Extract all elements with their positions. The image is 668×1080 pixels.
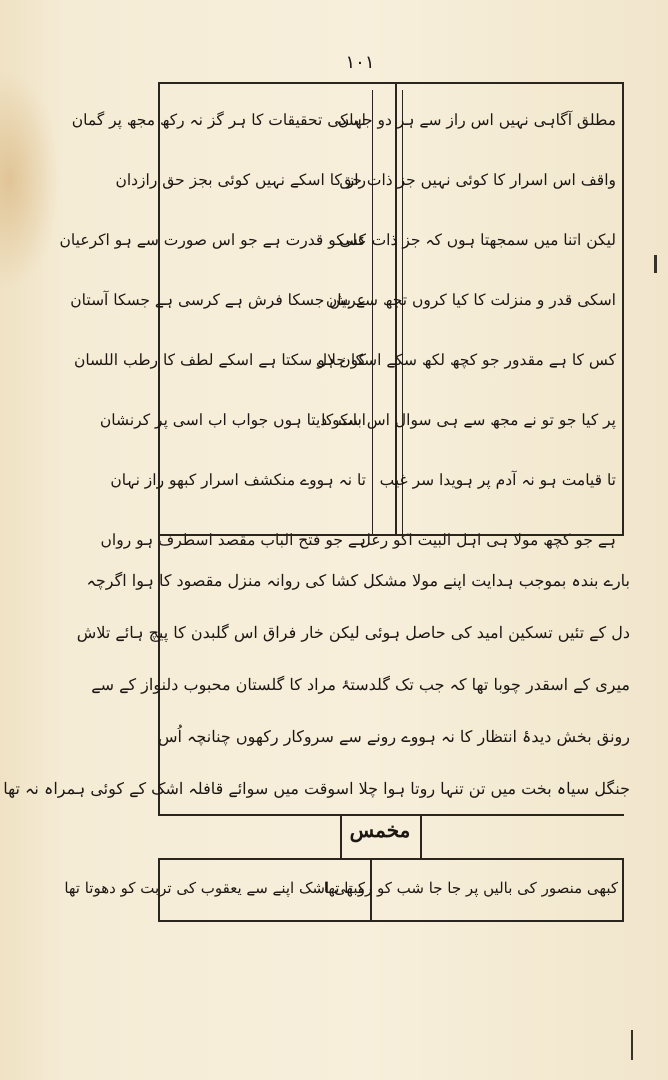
prose-paragraph	[3, 555, 630, 815]
verse-line: اسکی تحقیقات کا ہر گز نہ رکھ مجھ پر گمان	[71, 111, 366, 129]
verse-column-left	[59, 90, 370, 570]
mukhammas-verse-right: کبھی منصور کی بالیں پر جا جا شب کو رو تا تھا	[323, 879, 618, 897]
verse-line: کس کا ہے مقدور جو کچھ لکھ سکے اسکا جلال	[315, 351, 616, 369]
section-rule	[158, 534, 624, 536]
verse-line: واقف اس اسرار کا کوئی نہیں جز ذات حق	[339, 171, 616, 189]
verse-line: اسکو دیتا ہوں جواب اب اسی پر کرنشان	[99, 411, 366, 429]
page-number: ١٠١	[345, 52, 375, 73]
edge-mark	[654, 255, 657, 273]
verse-line: تا نہ ہووے منکشف اسرار کبھو راز نہان	[110, 471, 366, 489]
prose-line: میری کے اسقدر چوبا تھا کہ جب تک گلدستۂ مراد کا گلستان محبوب دلنواز کے سے	[91, 675, 630, 694]
edge-mark	[631, 1030, 633, 1060]
verse-line: راز کا اسکے نہیں کوئی بجز حق رازدان	[115, 171, 366, 189]
verse-line: ہے جو فتح الباب مقصد اسطرف ہو رواں	[100, 531, 366, 549]
heading-rule-top	[158, 814, 624, 816]
section-heading: مخمس	[349, 818, 411, 842]
verse-line: کون ہو سکتا ہے اسکے لطف کا رطب اللسان	[73, 351, 366, 369]
verse-column-right	[315, 90, 620, 570]
prose-line: بارے بندہ بموجب ہدایت اپنے مولا مشکل کشا کی روانہ منزل مقصود کا ہوا اگرچہ	[86, 571, 630, 590]
prose-line: رونق بخش دیدۂ انتظار کا نہ ہووے رونے سے سروکار رکھوں چنانچہ اُس	[157, 727, 630, 746]
prose-line: جنگل سیاہ بخت میں تن تنہا روتا ہوا چلا اسوقت میں سوائے قافلہ اشک کے کوئی ہمراہ نہ تھا	[3, 779, 630, 798]
paper-stain	[0, 70, 60, 290]
verse-line: ہے جو کچھ مولا ہی اہل البیت اکو رعل	[359, 531, 616, 549]
mukhammas-verse-left: کبھی اشک اپنے سے یعقوب کی تربت کو دھوتا تھا	[64, 879, 365, 897]
verse-line: اسکی قدر و منزلت کا کیا کروں تجھ سے بیان	[325, 291, 616, 309]
verse-line: تا قیامت ہو نہ آدم پر ہویدا سر غیب	[379, 471, 616, 489]
verse-line: پر کیا جو تو نے مجھ سے ہی سوال اس بات کا	[321, 411, 616, 429]
mukhammas-rule-bottom	[158, 920, 624, 922]
verse-line: مطلق آگاہی نہیں اس راز سے ہر دو جہان	[337, 111, 616, 129]
heading-box-right	[420, 814, 422, 858]
verse-line: کسکو قدرت ہے جو اس صورت سے ہو اکرعیان	[59, 231, 366, 249]
verse-line: عرش جسکا فرش ہے کرسی ہے جسکا آستان	[70, 291, 366, 309]
prose-line: دل کے تئیں تسکین امید کی حاصل ہوئی لیکن خار فراق اس گلبدن کا پیچ ہائے تلاش	[76, 623, 630, 642]
mukhammas-right-rule	[622, 858, 624, 920]
verse-line: لیکن اتنا میں سمجھتا ہوں کہ جز ذات علی	[339, 231, 616, 249]
